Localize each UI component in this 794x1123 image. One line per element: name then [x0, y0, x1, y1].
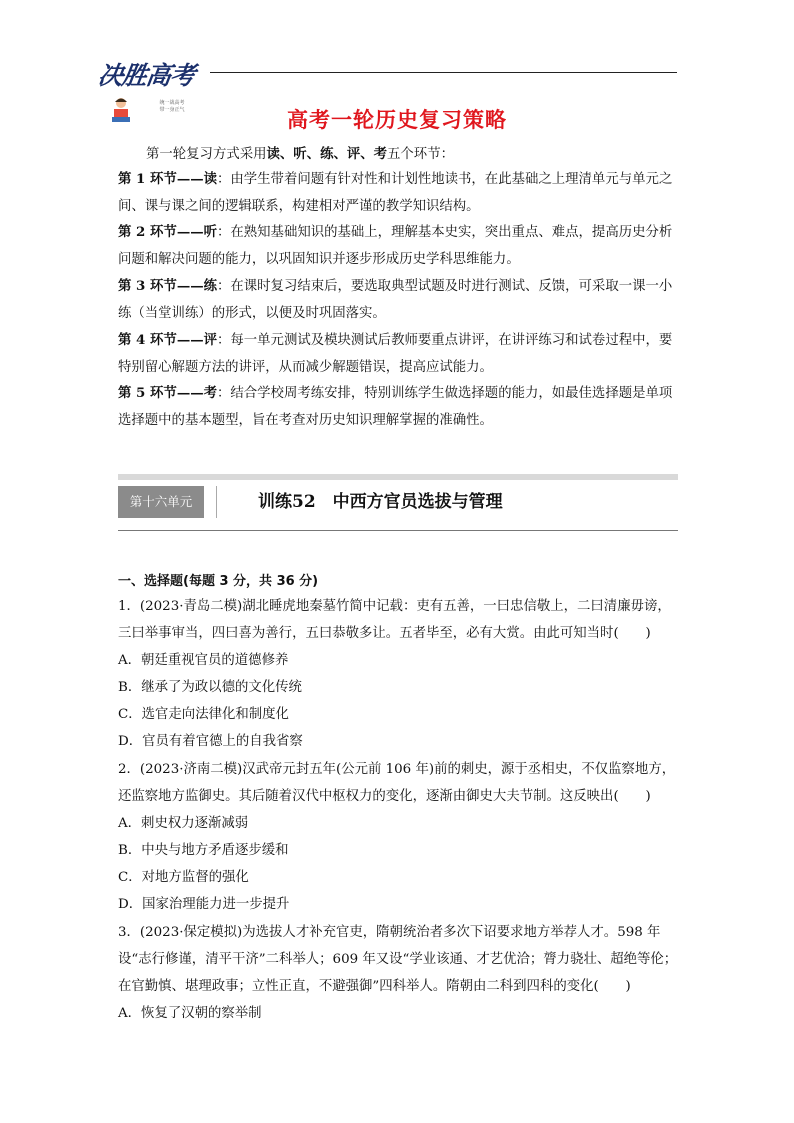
- unit-divider: [216, 486, 217, 518]
- section-heading: 一、选择题(每题 3 分，共 36 分): [118, 574, 319, 589]
- unit-header-shade: [118, 474, 678, 480]
- question-stem: 2．(2023·济南二模)汉武帝元封五年(公元前 106 年)前的刺史，源于丞相史，不仅监察地方，还监察地方监御史。其后随着汉代中枢权力的变化，逐渐由御史大夫节制。这反映出( ): [118, 762, 676, 804]
- logo-slogan-line2: 带一身正气: [159, 107, 185, 113]
- stage-paragraph: [118, 327, 678, 381]
- unit-header-rule: [118, 530, 678, 531]
- stage-label: 第 4 环节——评: [118, 332, 217, 348]
- question-option: A．恢复了汉朝的察举制: [118, 1006, 262, 1021]
- stage-text: ：每一单元测试及模块测试后教师要重点讲评，在讲评练习和试卷过程中，要特别留心解题方法的讲评，从而减少解题错误，提高应试能力。: [118, 333, 673, 375]
- unit-badge: 第十六单元: [118, 486, 204, 518]
- stage-label: 第 2 环节——听: [118, 224, 217, 240]
- stage-text: ：结合学校周考练安排，特别训练学生做选择题的能力，如最佳选择题是单项选择题中的基本题型，旨在考查对历史知识理解掌握的准确性。: [118, 386, 673, 428]
- header-rule: [210, 72, 677, 73]
- question-option: D．国家治理能力进一步提升: [118, 897, 290, 912]
- stage-label: 第 5 环节——考: [118, 385, 217, 401]
- unit-header: [118, 474, 678, 532]
- question-option: B．中央与地方矛盾逐步缓和: [118, 843, 289, 858]
- intro-prefix: 第一轮复习方式采用: [146, 147, 267, 162]
- question-option: D．官员有着官德上的自我省察: [118, 734, 303, 749]
- question-option: B．继承了为政以德的文化传统: [118, 680, 302, 695]
- question-option: C．对地方监督的强化: [118, 870, 249, 885]
- intro-suffix: 五个环节：: [387, 147, 454, 162]
- stage-paragraph: [118, 380, 678, 434]
- unit-title: 训练52 中西方官员选拔与管理: [258, 492, 503, 512]
- stage-text: ：在课时复习结束后，要选取典型试题及时进行测试、反馈，可采取一课一小练（当堂训练）的形式，以便及时巩固落实。: [118, 279, 673, 321]
- question-option: C．选官走向法律化和制度化: [118, 707, 289, 722]
- stage-text: ：由学生带着问题有针对性和计划性地读书，在此基础之上理清单元与单元之间、课与课之间的逻辑联系，构建相对严谨的教学知识结构。: [118, 172, 673, 214]
- logo-slogan-line1: 统一战高考: [159, 100, 185, 106]
- logo-text: 决胜高考: [96, 61, 197, 90]
- stage-paragraph: [118, 166, 678, 220]
- stage-label: 第 1 环节——读: [118, 171, 217, 187]
- stage-paragraph: [118, 273, 678, 327]
- page-title: 高考一轮历史复习策略: [287, 108, 507, 132]
- stage-label: 第 3 环节——练: [118, 278, 217, 294]
- question-stem: 1．(2023·青岛二模)湖北睡虎地秦墓竹简中记载：吏有五善，一曰忠信敬上，二曰清廉毋谤，三曰举事审当，四曰喜为善行，五曰恭敬多让。五者毕至，必有大赏。由此可知当时( ): [118, 599, 671, 641]
- stage-paragraph: [118, 219, 678, 273]
- question-option: A．刺史权力逐渐减弱: [118, 816, 249, 831]
- question-option: A．朝廷重视官员的道德修养: [118, 653, 289, 668]
- question-stem: 3．(2023·保定模拟)为选拔人才补充官吏，隋朝统治者多次下诏要求地方举荐人才。598 年设“志行修谨，清平干济”二科举人；609 年又设“学业该通、才艺优洽；膂力骁壮、超绝等伦；在官勤慎、堪理政事；立性正直，不避强御”四科举人。隋朝由二科到四科的变化( ): [118, 925, 678, 994]
- intro-paragraph: [118, 141, 678, 168]
- intro-bold: 读、听、练、评、考: [266, 146, 388, 162]
- stage-text: ：在熟知基础知识的基础上，理解基本史实，突出重点、难点，提高历史分析问题和解决问题的能力，以巩固知识并逐步形成历史学科思维能力。: [118, 225, 673, 267]
